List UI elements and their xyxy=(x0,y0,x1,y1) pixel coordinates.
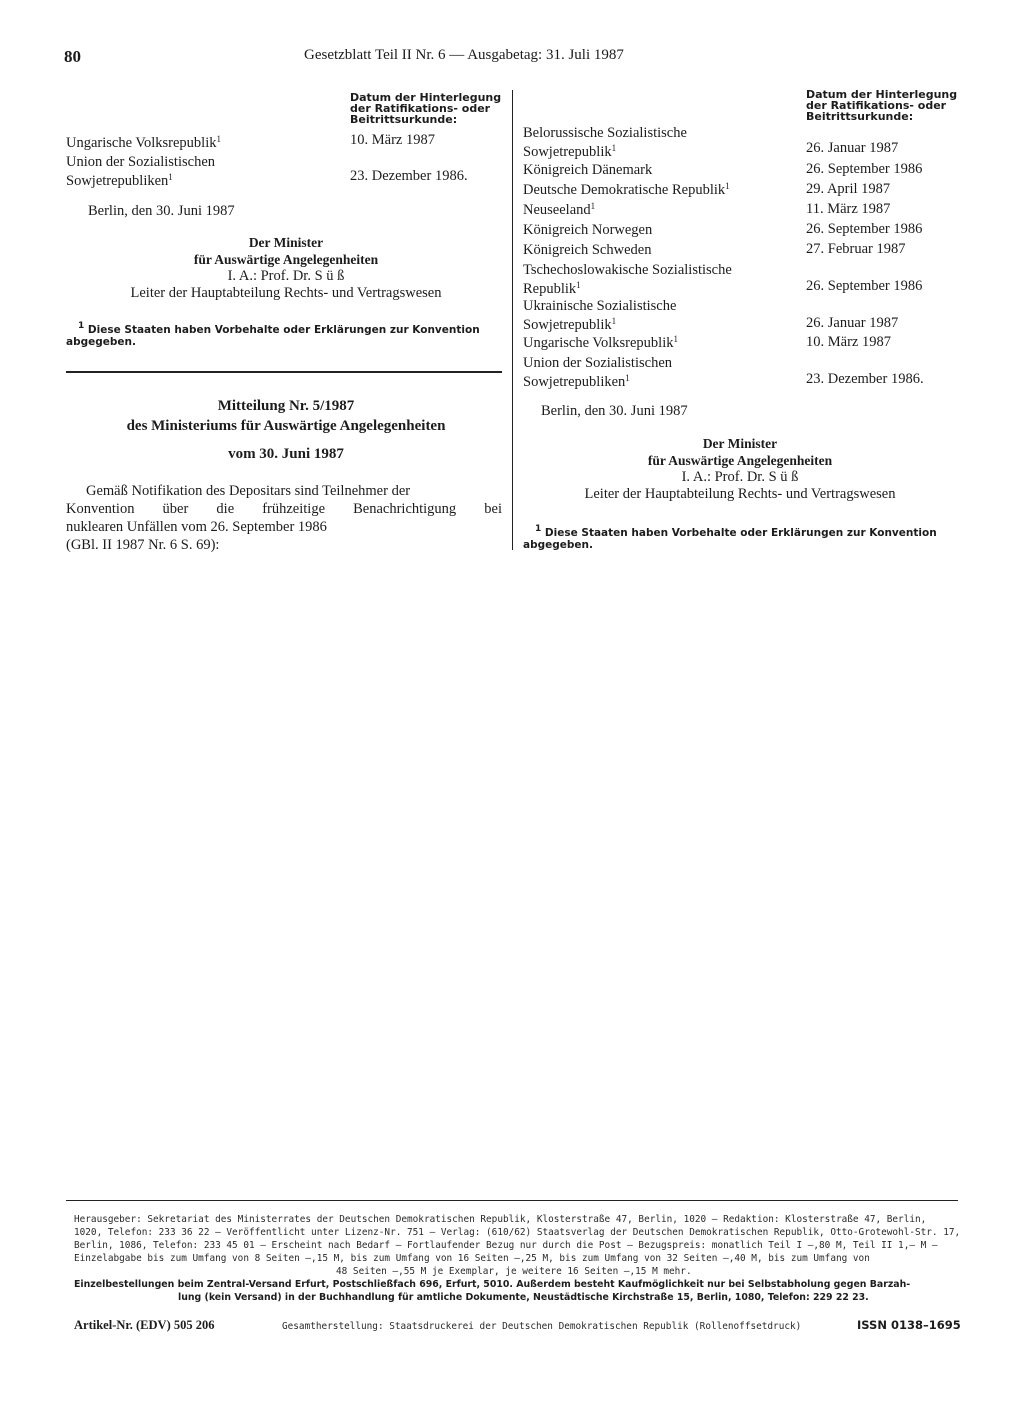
running-header: Gesetzblatt Teil II Nr. 6 — Ausgabetag: 31. Juli 1987 xyxy=(304,47,624,63)
right-row-10-state xyxy=(523,354,672,392)
right-row-8-date: 26. Januar 1987 xyxy=(806,315,899,331)
footnote-marker: 1 xyxy=(78,321,85,331)
right-row-7-state xyxy=(523,261,732,299)
footnote-ref: 1 xyxy=(576,280,581,290)
imprint-line: 1020, Telefon: 233 36 22 — Veröffentlicht unter Lizenz-Nr. 751 — Verlag: (610/62) Staatsverlag der Deutschen Demokratischen Republik, Otto-Grotewohl-Str. 17, xyxy=(74,1227,961,1238)
signatory-role: Leiter der Hauptabteilung Rechts- und Vertragswesen xyxy=(130,285,442,301)
right-row-2-state xyxy=(523,161,652,180)
left-row-1-date: 10. März 1987 xyxy=(350,132,435,148)
footnote-text: abgegeben. xyxy=(523,539,593,551)
state-name: Republik xyxy=(523,281,577,297)
right-row-8-state xyxy=(523,297,676,335)
right-row-5-state xyxy=(523,221,652,240)
issn: ISSN 0138–1695 xyxy=(857,1318,961,1332)
footnote-text: abgegeben. xyxy=(66,336,136,348)
ministry-title: für Auswärtige Angelegenheiten xyxy=(193,252,379,267)
state-name: Sowjetrepublik xyxy=(523,144,612,160)
footnote-ref: 1 xyxy=(168,172,173,182)
state-name: Ukrainische Sozialistische xyxy=(523,298,677,314)
body-line: Konvention über die frühzeitige Benachrichtigung bei xyxy=(66,501,502,517)
right-row-7-date: 26. September 1986 xyxy=(806,278,923,294)
right-footnote xyxy=(523,524,963,551)
right-row-3-date: 29. April 1987 xyxy=(806,181,891,197)
right-row-4-state xyxy=(523,201,595,220)
left-footnote xyxy=(66,321,506,348)
right-row-10-date: 23. Dezember 1986. xyxy=(806,371,924,387)
right-row-9-date: 10. März 1987 xyxy=(806,334,891,350)
state-name: Belorussische Sozialistische xyxy=(523,125,687,141)
footnote-ref: 1 xyxy=(673,334,678,344)
imprint-block xyxy=(74,1213,964,1304)
col-header-line: der Ratifikations- oder xyxy=(806,99,947,112)
right-column-header xyxy=(806,89,957,122)
state-name: Neuseeland xyxy=(523,202,591,218)
left-row-2-date: 23. Dezember 1986. xyxy=(350,168,468,184)
signatory: I. A.: Prof. Dr. S ü ß xyxy=(227,268,345,284)
imprint-line: Einzelabgabe bis zum Umfang von 8 Seiten —,15 M, bis zum Umfang von 16 Seiten —,25 M, bis zum Umfang von 32 Seiten —,40 M, bis zum Umfang von xyxy=(74,1253,870,1264)
right-row-3-state xyxy=(523,181,730,200)
footnote-ref: 1 xyxy=(216,134,221,144)
right-place-date: Berlin, den 30. Juni 1987 xyxy=(541,403,688,419)
signatory-role: Leiter der Hauptabteilung Rechts- und Vertragswesen xyxy=(584,486,896,502)
imprint-rule xyxy=(66,1200,958,1201)
signatory: I. A.: Prof. Dr. S ü ß xyxy=(681,469,799,485)
right-row-6-date: 27. Februar 1987 xyxy=(806,241,906,257)
right-row-2-date: 26. September 1986 xyxy=(806,161,923,177)
right-row-9-state xyxy=(523,334,678,353)
state-name: Union der Sozialistischen xyxy=(523,355,673,371)
footnote-ref: 1 xyxy=(611,316,617,326)
footnote-marker: 1 xyxy=(535,524,542,534)
footnote-text: Diese Staaten haben Vorbehalte oder Erklärungen zur Konvention xyxy=(87,324,480,336)
state-name: Königreich Schweden xyxy=(523,242,652,258)
announcement-number: Mitteilung Nr. 5/1987 xyxy=(217,398,355,414)
minister-title: Der Minister xyxy=(702,436,778,451)
right-row-5-date: 26. September 1986 xyxy=(806,221,923,237)
col-header-line: Beitrittsurkunde: xyxy=(806,110,914,123)
state-name: Königreich Dänemark xyxy=(523,162,653,178)
state-name: Sowjetrepubliken xyxy=(523,374,626,390)
footnote-ref: 1 xyxy=(611,143,617,153)
state-name: Tschechoslowakische Sozialistische xyxy=(523,262,732,278)
state-name: Ungarische Volksrepublik xyxy=(523,335,674,351)
col-header-line: Beitrittsurkunde: xyxy=(350,113,458,126)
state-name: Deutsche Demokratische Republik xyxy=(523,182,726,198)
announcement-date: vom 30. Juni 1987 xyxy=(228,446,344,462)
footnote-text: Diese Staaten haben Vorbehalte oder Erklärungen zur Konvention xyxy=(544,527,937,539)
left-column-header xyxy=(350,92,501,125)
page-number: 80 xyxy=(64,47,81,66)
state-name: Ungarische Volksrepublik xyxy=(66,135,217,151)
left-signature-block xyxy=(66,234,506,302)
col-header-line: Datum der Hinterlegung xyxy=(806,88,958,101)
right-row-1-date: 26. Januar 1987 xyxy=(806,140,899,156)
right-row-1-state xyxy=(523,124,687,162)
announcement-title xyxy=(66,396,506,464)
state-name: Union der Sozialistischen xyxy=(66,154,216,170)
col-header-line: der Ratifikations- oder xyxy=(350,102,491,115)
state-name: Sowjetrepublik xyxy=(523,317,612,333)
announcement-issuer: des Ministeriums für Auswärtige Angelegenheiten xyxy=(126,418,446,434)
announcement-body xyxy=(66,482,502,554)
imprint-line: Herausgeber: Sekretariat des Ministerrates der Deutschen Demokratischen Republik, Klosterstraße 47, Berlin, 1020 — Redaktion: Klosterstraße 47, Berlin, xyxy=(74,1214,927,1225)
right-row-6-state xyxy=(523,241,651,260)
minister-title: Der Minister xyxy=(248,235,324,250)
col-header-line: Datum der Hinterlegung xyxy=(350,91,502,104)
body-line: (GBl. II 1987 Nr. 6 S. 69): xyxy=(66,537,220,553)
ministry-title: für Auswärtige Angelegenheiten xyxy=(647,453,833,468)
printer-info: Gesamtherstellung: Staatsdruckerei der Deutschen Demokratischen Republik (Rollenoffsetdruck) xyxy=(282,1321,802,1332)
right-row-4-date: 11. März 1987 xyxy=(806,201,891,217)
state-name: Königreich Norwegen xyxy=(523,222,653,238)
imprint-line: Berlin, 1086, Telefon: 233 45 01 — Erscheint nach Bedarf — Fortlaufender Bezug nur durch die Post — Bezugspreis: monatlich Teil I —,80 M, Teil II 1,— M — xyxy=(74,1240,938,1251)
imprint-order-line: lung (kein Versand) in der Buchhandlung für amtliche Dokumente, Neustädtische Kirchstraße 15, Berlin, 1080, Telefon: 229 22 23. xyxy=(178,1292,869,1303)
left-place-date: Berlin, den 30. Juni 1987 xyxy=(88,203,235,219)
state-name: Sowjetrepubliken xyxy=(66,173,169,189)
footnote-ref: 1 xyxy=(625,373,630,383)
body-line: nuklearen Unfällen vom 26. September 1986 xyxy=(66,519,327,535)
footnote-ref: 1 xyxy=(725,181,730,191)
body-line: Gemäß Notifikation des Depositars sind Teilnehmer der xyxy=(86,483,411,499)
article-number: Artikel-Nr. (EDV) 505 206 xyxy=(74,1318,215,1332)
section-rule xyxy=(66,371,502,373)
right-signature-block xyxy=(520,435,960,503)
footnote-ref: 1 xyxy=(590,201,596,211)
column-divider xyxy=(512,90,513,550)
imprint-line: 48 Seiten —,55 M je Exemplar, je weitere 16 Seiten —,15 M mehr. xyxy=(336,1266,692,1277)
left-row-2-state xyxy=(66,153,215,191)
imprint-order-line: Einzelbestellungen beim Zentral-Versand Erfurt, Postschließfach 696, Erfurt, 5010. Außerdem besteht Kaufmöglichkeit nur bei Selbstabholung gegen Barzah- xyxy=(74,1279,911,1290)
left-row-1-state xyxy=(66,134,221,153)
